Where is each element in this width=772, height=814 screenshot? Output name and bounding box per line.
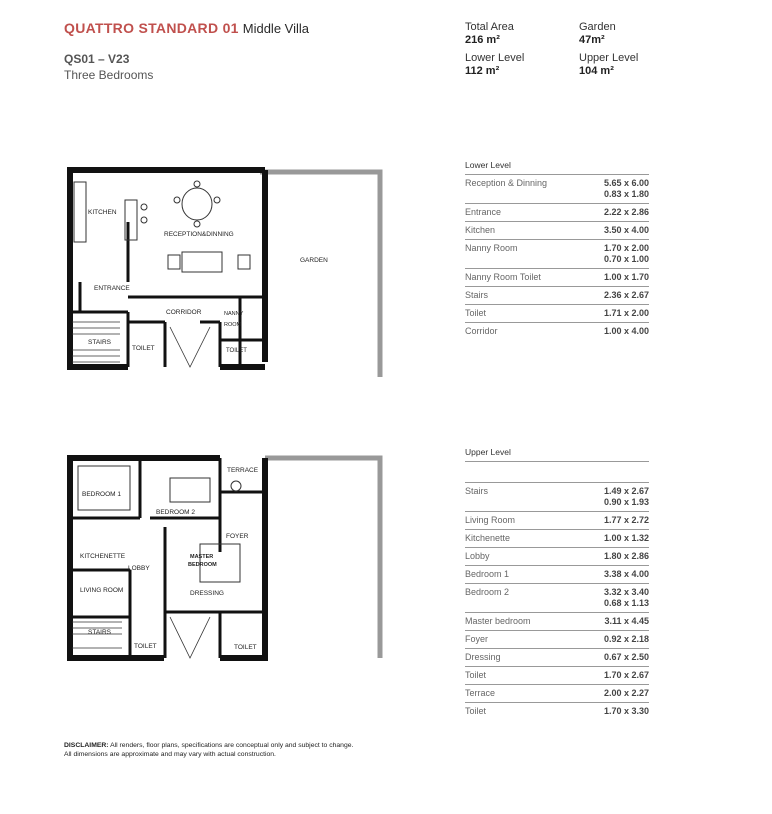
stat-garden	[579, 21, 616, 47]
table-row	[465, 685, 649, 703]
stat-value: 47m²	[579, 34, 605, 46]
room-name: Stairs	[465, 486, 489, 496]
chair	[174, 197, 180, 203]
stat-value: 104 m²	[579, 65, 614, 77]
disclaimer	[64, 741, 354, 759]
dining-table	[182, 188, 212, 220]
room-dims: 2.00 x 2.27	[603, 688, 649, 698]
room-dims: 1.71 x 2.00	[603, 308, 649, 318]
table-row	[465, 530, 649, 548]
table-row	[465, 548, 649, 566]
room-dims: 0.92 x 2.18	[603, 634, 649, 644]
table-row	[465, 323, 649, 340]
room-name: Kitchen	[465, 225, 496, 235]
label-master-bedroom: BEDROOM	[188, 562, 217, 568]
room-name: Toilet	[465, 308, 487, 318]
stat-total-area	[465, 21, 514, 47]
room-name: Lobby	[465, 551, 490, 561]
table-title: Lower Level	[465, 160, 649, 175]
room-dims: 3.32 x 3.40 0.68 x 1.13	[603, 587, 649, 608]
label-toilet: TOILET	[132, 345, 155, 352]
table-row	[465, 649, 649, 667]
table-row	[465, 483, 649, 512]
label-dressing: DRESSING	[190, 590, 224, 597]
upper-level-table	[465, 447, 649, 720]
bed	[78, 466, 130, 510]
table-row	[465, 631, 649, 649]
table-row	[465, 175, 649, 204]
garden-wall	[260, 172, 380, 377]
table-gap	[465, 462, 649, 483]
table-row	[465, 204, 649, 222]
room-name: Stairs	[465, 290, 489, 300]
room-name: Nanny Room Toilet	[465, 272, 541, 282]
armchair	[238, 255, 250, 269]
room-name: Foyer	[465, 634, 489, 644]
label-reception: RECEPTION&DINNING	[164, 231, 234, 238]
table-row	[465, 703, 649, 720]
room-name: Terrace	[465, 688, 496, 698]
label-nanny: NANNY	[224, 311, 244, 317]
sofa	[182, 252, 222, 272]
label-corridor: CORRIDOR	[166, 309, 202, 316]
room-dims: 3.11 x 4.45	[604, 616, 649, 626]
lower-level-floor-plan	[60, 162, 390, 377]
label-kitchenette: KITCHENETTE	[80, 553, 126, 560]
title-text: QUATTRO STANDARD 01	[64, 20, 239, 36]
room-dims: 3.38 x 4.00	[603, 569, 649, 579]
entrance-door	[170, 327, 210, 367]
room-dims: 2.22 x 2.86	[603, 207, 649, 217]
room-name: Bedroom 1	[465, 569, 510, 579]
label-stairs: STAIRS	[88, 629, 111, 636]
table-row	[465, 222, 649, 240]
void-triangle	[170, 617, 210, 658]
table-row	[465, 287, 649, 305]
room-name: Nanny Room	[465, 243, 518, 253]
table-row	[465, 512, 649, 530]
label-foyer: FOYER	[226, 533, 249, 540]
room-dims: 1.00 x 1.70	[603, 272, 649, 282]
stat-label: Total Area	[465, 21, 514, 33]
table-row	[465, 584, 649, 613]
room-dims: 1.80 x 2.86	[603, 551, 649, 561]
room-name: Dressing	[465, 652, 501, 662]
room-name: Kitchenette	[465, 533, 511, 543]
stool	[141, 204, 147, 210]
label-kitchen: KITCHEN	[88, 209, 117, 216]
room-dims: 1.70 x 3.30	[603, 706, 649, 716]
room-name: Toilet	[465, 706, 487, 716]
room-name: Bedroom 2	[465, 587, 510, 597]
stat-label: Upper Level	[579, 52, 639, 64]
table-row	[465, 566, 649, 584]
room-dims: 1.70 x 2.00 0.70 x 1.00	[603, 243, 649, 264]
room-name: Corridor	[465, 326, 498, 336]
subtitle-text: Middle Villa	[242, 21, 309, 36]
table-title: Upper Level	[465, 447, 649, 462]
stool	[141, 217, 147, 223]
lower-level-table	[465, 160, 649, 340]
label-garden: GARDEN	[300, 257, 328, 264]
disclaimer-text: All renders, floor plans, specifications are conceptual only and subject to change. All dimensions are approximate and may vary with actual construction.	[64, 742, 354, 758]
stat-value: 216 m²	[465, 34, 500, 46]
table-row	[465, 305, 649, 323]
room-dims: 1.70 x 2.67	[603, 670, 649, 680]
room-name: Entrance	[465, 207, 502, 217]
room-name: Reception & Dinning	[465, 178, 548, 188]
label-room: ROOM	[224, 322, 242, 328]
room-dims: 5.65 x 6.00 0.83 x 1.80	[603, 178, 649, 199]
unit-code: QS01 – V23	[64, 52, 130, 66]
chair	[194, 181, 200, 187]
label-terrace: TERRACE	[227, 467, 259, 474]
room-dims: 1.00 x 1.32	[603, 533, 649, 543]
label-toilet-2: TOILET	[234, 644, 257, 651]
armchair	[168, 255, 180, 269]
label-stairs: STAIRS	[88, 339, 111, 346]
room-dims: 2.36 x 2.67	[603, 290, 649, 300]
label-entrance: ENTRANCE	[94, 285, 130, 292]
stat-upper-level	[579, 52, 638, 78]
label-bedroom-2: BEDROOM 2	[156, 509, 196, 516]
bed	[170, 478, 210, 502]
room-name: Toilet	[465, 670, 487, 680]
table-row	[465, 667, 649, 685]
bedroom-count: Three Bedrooms	[64, 68, 154, 82]
room-name: Master bedroom	[465, 616, 531, 626]
stat-value: 112 m²	[465, 65, 500, 77]
disclaimer-label: DISCLAIMER:	[64, 742, 109, 749]
stat-lower-level	[465, 52, 524, 78]
room-dims: 0.67 x 2.50	[603, 652, 649, 662]
table-row	[465, 613, 649, 631]
chair	[194, 221, 200, 227]
label-living-room: LIVING ROOM	[80, 587, 124, 594]
stat-label: Lower Level	[465, 52, 525, 64]
room-dims: 3.50 x 4.00	[603, 225, 649, 235]
label-lobby: LOBBY	[128, 565, 150, 572]
label-toilet-2: TOILET	[226, 348, 247, 354]
room-dims: 1.00 x 4.00	[603, 326, 649, 336]
label-bedroom-1: BEDROOM 1	[82, 491, 122, 498]
room-name: Living Room	[465, 515, 516, 525]
stat-label: Garden	[579, 21, 616, 33]
label-master: MASTER	[190, 554, 214, 560]
table-row	[465, 269, 649, 287]
kitchen-counter	[74, 182, 86, 242]
label-toilet-1: TOILET	[134, 643, 157, 650]
page-title	[64, 20, 309, 36]
chair	[214, 197, 220, 203]
room-dims: 1.77 x 2.72	[603, 515, 649, 525]
terrace-table	[231, 481, 241, 491]
table-row	[465, 240, 649, 269]
room-dims: 1.49 x 2.67 0.90 x 1.93	[603, 486, 649, 507]
garden-edge	[260, 314, 348, 367]
upper-level-floor-plan	[60, 452, 390, 664]
roof-edge	[265, 458, 380, 658]
